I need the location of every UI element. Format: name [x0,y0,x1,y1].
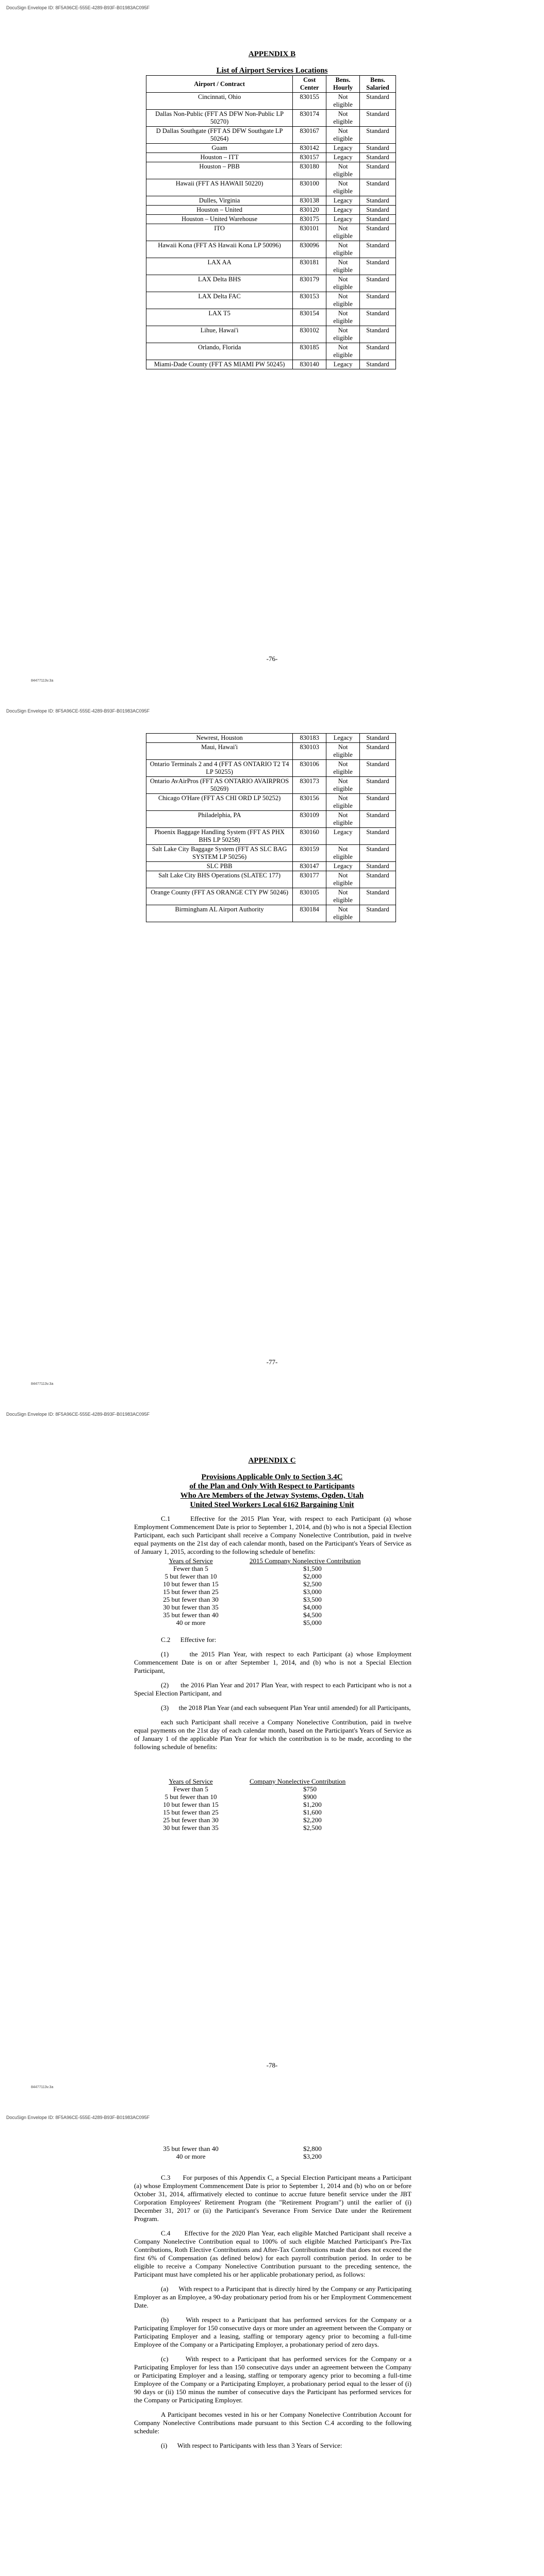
schedule-row [153,1619,361,1626]
table-cell: SLC PBB [146,862,293,871]
table-cell: Legacy [326,153,360,162]
table-row [146,144,396,153]
c2-item-2: (2) the 2016 Plan Year and 2017 Plan Year, with respect to each Participant who is not a Special Election Participant, and [134,1681,411,1697]
table-cell: Maui, Hawai'i [146,743,293,760]
table-cell: 830102 [293,326,326,343]
table-row [146,326,396,343]
c1-paragraph: C.1 Effective for the 2015 Plan Year, with respect to each Participant (a) whose Employment Commencement Date is prior to September 1, 2014, and (b) who is not a Special Election Participant, each such Participant shall receive a Company Nonelective Contribution, paid in twelve equal payments on the 21st day of each calendar month, based on the Participant's Years of Service as of January 1, 2015, according to the following schedule of benefits: [134,1515,411,1555]
page-76 [0,0,544,703]
table-row [146,241,396,258]
table-row [146,309,396,326]
schedule-years: Fewer than 5 [173,1785,208,1793]
table-cell: Standard [360,360,396,369]
table-cell: Not eligible [326,888,360,905]
schedule-years: 5 but fewer than 10 [164,1793,217,1801]
table-cell: Standard [360,93,396,110]
table-cell: Standard [360,258,396,275]
table-row [146,153,396,162]
table-row [146,110,396,127]
schedule-row [153,1824,345,1832]
heading-line: of the Plan and Only With Respect to Participants [189,1482,355,1490]
table-cell: Standard [360,127,396,144]
table-row [146,794,396,811]
table-cell: Not eligible [326,258,360,275]
table-cell: Not eligible [326,845,360,862]
table-row [146,828,396,845]
table-row [146,196,396,206]
table-cell: Orlando, Florida [146,343,293,360]
schedule-amount: $3,000 [303,1588,322,1596]
table-cell: ITO [146,224,293,241]
table-cell: Newrest, Houston [146,734,293,743]
table-row [146,743,396,760]
table-cell: Dallas Non-Public (FFT AS DFW Non-Public LP 50270) [146,110,293,127]
table-cell: 830174 [293,110,326,127]
table-cell: Standard [360,777,396,794]
table-cell: Standard [360,905,396,922]
table-cell: 830154 [293,309,326,326]
schedule-amount: $1,500 [303,1565,322,1572]
table-cell: Standard [360,153,396,162]
page-number: -76- [266,655,278,663]
table-cell: Houston – United Warehouse [146,215,293,224]
table-row [146,215,396,224]
table-cell: 830180 [293,162,326,179]
table-cell: Birmingham AL Airport Authority [146,905,293,922]
schedule-years: 25 but fewer than 30 [163,1816,219,1824]
table-row [146,888,396,905]
table-cell: Orange County (FFT AS ORANGE CTY PW 50246) [146,888,293,905]
table-cell: Cincinnati, Ohio [146,93,293,110]
schedule-amount: $2,500 [303,1824,322,1832]
schedule-row [153,2153,322,2160]
table-cell: Standard [360,862,396,871]
heading-line: Provisions Applicable Only to Section 3.4C [201,1473,343,1481]
table-cell: LAX Delta BHS [146,275,293,292]
table-cell: 830183 [293,734,326,743]
table-cell: Not eligible [326,292,360,309]
table-cell: Not eligible [326,760,360,777]
table-cell: Standard [360,309,396,326]
column-header: Bens. Hourly [326,76,360,93]
table-cell: 830106 [293,760,326,777]
table-row [146,275,396,292]
schedule-amount: $5,000 [303,1619,322,1626]
table-cell: Standard [360,179,396,196]
table-cell: Standard [360,110,396,127]
table-cell: Not eligible [326,343,360,360]
schedule-row [153,1565,361,1572]
table-cell: Not eligible [326,871,360,888]
table-cell: Standard [360,196,396,206]
table-row [146,760,396,777]
table-cell: Phoenix Baggage Handling System (FFT AS PHX BHS LP 50258) [146,828,293,845]
table-cell: Dulles, Virginia [146,196,293,206]
table-cell: Not eligible [326,777,360,794]
schedule-header: Years of Service [169,1557,213,1565]
schedule-amount: $2,500 [303,1580,322,1588]
table-row [146,862,396,871]
table-cell: 830138 [293,196,326,206]
sections-c3-c4 [134,2174,411,2454]
schedule-amount: $900 [303,1793,317,1801]
schedule-row [153,1801,345,1808]
schedule-years: 35 but fewer than 40 [163,2145,219,2153]
table-cell: Standard [360,144,396,153]
column-header: Airport / Contract [146,76,293,93]
envelope-id: DocuSign Envelope ID: 8F5A96CE-555E-4289-B93F-B01983AC095F [6,2115,150,2120]
schedule-amount: $750 [303,1785,317,1793]
table-row [146,811,396,828]
schedule-amount: $4,000 [303,1603,322,1611]
section-c1 [134,1515,411,1560]
table-cell: 830173 [293,777,326,794]
column-header: Cost Center [293,76,326,93]
schedule-years: 10 but fewer than 15 [163,1580,219,1588]
table-cell: Standard [360,734,396,743]
table-cell: 830175 [293,215,326,224]
table-cell: 830184 [293,905,326,922]
schedule-2015 [153,1557,361,1626]
table-cell: Standard [360,215,396,224]
table-row [146,845,396,862]
table-cell: Legacy [326,734,360,743]
schedule-header: Company Nonelective Contribution [250,1777,346,1785]
schedule-amount: $2,800 [303,2145,322,2153]
schedule-amount: $2,000 [303,1572,322,1580]
c2-paragraph: C.2 Effective for: [161,1636,217,1643]
schedule-row [153,1793,345,1801]
table-cell: 830103 [293,743,326,760]
schedule-amount: $4,500 [303,1611,322,1619]
table-cell: Not eligible [326,326,360,343]
table-cell: Ontario Terminals 2 and 4 (FFT AS ONTARIO T2 T4 LP 50255) [146,760,293,777]
schedule-amount: $1,600 [303,1808,322,1816]
table-cell: LAX AA [146,258,293,275]
table-cell: Standard [360,343,396,360]
c4-paragraph: C.4 Effective for the 2020 Plan Year, each eligible Matched Participant shall receive a Company Nonelective Contribution equal to 100% of such eligible Matched Participant's Pre-Tax Contributions, Roth Elective Contributions and After-Tax Contributions made that does not exceed the first 6% of Compensation (as defined below) for each payroll contribution period. In order to be eligible to receive a Company Nonelective Contribution pursuant to the preceding sentence, the Participant must have completed his or her applicable probationary period, as follows: [134,2229,411,2278]
appendix-b-title: APPENDIX B [248,50,296,58]
table-cell: Standard [360,794,396,811]
table-row [146,734,396,743]
schedule-years: 30 but fewer than 35 [163,1603,219,1611]
table-cell: Legacy [326,360,360,369]
table-cell: 830156 [293,794,326,811]
table-cell: 830096 [293,241,326,258]
table-cell: Chicago O'Hare (FFT AS CHI ORD LP 50252) [146,794,293,811]
table-row [146,127,396,144]
table-cell: Houston – ITT [146,153,293,162]
airport-table-continued [146,733,396,922]
table-cell: 830160 [293,828,326,845]
table-cell: 830181 [293,258,326,275]
table-cell: 830179 [293,275,326,292]
schedule-amount: $3,200 [303,2153,322,2160]
c4-item-i: (i) With respect to Participants with less than 3 Years of Service: [161,2442,342,2449]
table-cell: Not eligible [326,309,360,326]
table-cell: Guam [146,144,293,153]
table-cell: Philadelphia, PA [146,811,293,828]
schedule-row [153,1808,345,1816]
table-cell: Not eligible [326,241,360,258]
envelope-id: DocuSign Envelope ID: 8F5A96CE-555E-4289-B93F-B01983AC095F [6,1412,150,1417]
table-cell: 830177 [293,871,326,888]
schedule-row [153,1580,361,1588]
section-c2 [134,1636,411,1755]
c4-item-a: (a) With respect to a Participant that is directly hired by the Company or any Participating Employer as an Employee, a 90-day probationary period from his or her Employment Commencement Date. [134,2285,411,2309]
table-cell: 830140 [293,360,326,369]
table-cell: Not eligible [326,162,360,179]
table-cell: Standard [360,275,396,292]
table-row [146,224,396,241]
c4-vesting: A Participant becomes vested in his or her Company Nonelective Contribution Account for Company Nonelective Contributions made pursuant to this Section C.4 according to the following schedule: [134,2411,411,2435]
table-cell: Standard [360,811,396,828]
schedule-row [153,1588,361,1596]
table-row [146,871,396,888]
schedule-years: 5 but fewer than 10 [164,1572,217,1580]
schedule-amount: $1,200 [303,1801,322,1808]
schedule-amount: $2,200 [303,1816,322,1824]
schedule-amount: $3,500 [303,1596,322,1603]
table-row [146,905,396,922]
table-cell: 830109 [293,811,326,828]
table-cell: Legacy [326,215,360,224]
page-number: -77- [266,1358,278,1366]
table-cell: Houston – United [146,206,293,215]
appendix-c-title: APPENDIX C [248,1456,296,1465]
footer-id: 84477113v.3a [31,1382,54,1386]
table-row [146,206,396,215]
page-77 [0,703,544,1406]
schedule-years: Fewer than 5 [173,1565,208,1572]
table-cell: Salt Lake City BHS Operations (SLATEC 177) [146,871,293,888]
table-cell: 830142 [293,144,326,153]
table-cell: Houston – PBB [146,162,293,179]
table-cell: Standard [360,845,396,862]
schedule-row [153,1596,361,1603]
c4-item-c: (c) With respect to a Participant that has performed services for the Company or a Participating Employer for less than 150 consecutive days under an agreement between the Company or Participating Employer and a leasing, staffing or temporary agency prior to becoming a full-time Employee of the Company or a Participating Employer, a probationary period equal to the lesser of (i) 90 days or (ii) 150 minus the number of consecutive days the Participant has performed services for the Company or Participating Employer. [134,2355,411,2404]
table-cell: Standard [360,206,396,215]
footer-id: 84477113v.3a [31,2086,54,2089]
table-cell: Legacy [326,206,360,215]
table-row [146,777,396,794]
page-79 [0,2110,544,2576]
table-cell: Ontario AvAirPros (FFT AS ONTARIO AVAIRPROS 50269) [146,777,293,794]
table-cell: Hawaii (FFT AS HAWAII 50220) [146,179,293,196]
envelope-id: DocuSign Envelope ID: 8F5A96CE-555E-4289-B93F-B01983AC095F [6,708,150,714]
table-cell: Standard [360,871,396,888]
table-cell: Standard [360,326,396,343]
table-cell: Miami-Dade County (FFT AS MIAMI PW 50245) [146,360,293,369]
envelope-id: DocuSign Envelope ID: 8F5A96CE-555E-4289-B93F-B01983AC095F [6,5,150,10]
schedule-years: 40 or more [176,1619,206,1626]
table-cell: Not eligible [326,743,360,760]
schedule-years: 30 but fewer than 35 [163,1824,219,1832]
schedule-years: 15 but fewer than 25 [163,1588,219,1596]
c4-item-b: (b) With respect to a Participant that has performed services for the Company or a Participating Employer for 150 consecutive days or more under an agreement between the Company or Participating Employer and a leasing, staffing or temporary agency prior to becoming a full-time Employee of the Company or a Participating Employer, a probationary period of zero days. [134,2316,411,2348]
table-cell: Standard [360,760,396,777]
schedule-years: 40 or more [176,2153,206,2160]
heading-line: Who Are Members of the Jetway Systems, Ogden, Utah [180,1492,364,1500]
table-cell: LAX T5 [146,309,293,326]
table-cell: Not eligible [326,811,360,828]
table-cell: Not eligible [326,905,360,922]
table-cell: 830153 [293,292,326,309]
table-cell: 830167 [293,127,326,144]
table-cell: Standard [360,888,396,905]
schedule-header: 2015 Company Nonelective Contribution [250,1557,361,1565]
schedule-row [153,1572,361,1580]
schedule-row [153,1611,361,1619]
table-cell: Standard [360,224,396,241]
table-row [146,162,396,179]
table-row [146,360,396,369]
table-cell: Not eligible [326,93,360,110]
table-cell: Standard [360,292,396,309]
table-row [146,179,396,196]
appendix-b-subtitle: List of Airport Services Locations [216,66,328,75]
schedule-row [153,1816,345,1824]
table-cell: 830105 [293,888,326,905]
table-cell: 830159 [293,845,326,862]
table-row [146,343,396,360]
table-cell: Lihue, Hawai'i [146,326,293,343]
schedule-row [153,1785,345,1793]
table-cell: Not eligible [326,110,360,127]
schedule-continued [153,2145,322,2160]
schedule-years: 35 but fewer than 40 [163,1611,219,1619]
c3-paragraph: C.3 For purposes of this Appendix C, a Special Election Participant means a Participant (a) whose Employment Commencement Date is prior to September 1, 2014 and (b) who on or before October 31, 2014, affirmatively elected to continue to accrue future benefit service under the JBT Corporation Employees' Retirement Program (the "Retirement Program") until the earlier of (i) December 31, 2017 or (ii) the Participant's Severance From Service Date under the Retirement Program. [134,2174,411,2223]
table-cell: 830120 [293,206,326,215]
airport-table [146,75,396,369]
table-cell: Standard [360,828,396,845]
table-cell: Standard [360,241,396,258]
table-cell: Not eligible [326,275,360,292]
table-cell: 830185 [293,343,326,360]
table-cell: Legacy [326,196,360,206]
table-cell: D Dallas Southgate (FFT AS DFW Southgate LP 50264) [146,127,293,144]
table-cell: Legacy [326,144,360,153]
table-cell: 830147 [293,862,326,871]
table-cell: Not eligible [326,794,360,811]
c2-body: each such Participant shall receive a Company Nonelective Contribution, paid in twelve equal payments on the 21st day of each calendar month, based on the Participant's Years of Service as of January 1 of the applicable Plan Year for which the contribution is to be made, according to the following schedule of benefits: [134,1718,411,1751]
table-cell: 830100 [293,179,326,196]
table-cell: Not eligible [326,179,360,196]
table-cell: Legacy [326,862,360,871]
schedule-row [153,1603,361,1611]
table-cell: Salt Lake City Baggage System (FFT AS SLC BAG SYSTEM LP 50256) [146,845,293,862]
schedule-subsequent [153,1777,345,1832]
table-cell: 830101 [293,224,326,241]
page-78 [0,1406,544,2110]
schedule-header: Years of Service [169,1777,213,1785]
table-cell: Legacy [326,828,360,845]
table-cell: Not eligible [326,224,360,241]
column-header: Bens. Salaried [360,76,396,93]
table-cell: Not eligible [326,127,360,144]
c2-item-1: (1) the 2015 Plan Year, with respect to each Participant (a) whose Employment Commencement Date is on or after September 1, 2014, and (b) who is not a Special Election Participant, [134,1650,411,1674]
schedule-years: 15 but fewer than 25 [163,1808,219,1816]
table-cell: 830155 [293,93,326,110]
schedule-years: 10 but fewer than 15 [163,1801,219,1808]
heading-line: United Steel Workers Local 6162 Bargaining Unit [190,1501,354,1509]
table-cell: Standard [360,743,396,760]
footer-id: 84477113v.3a [31,679,54,683]
table-cell: Hawaii Kona (FFT AS Hawaii Kona LP 50096) [146,241,293,258]
table-cell: 830157 [293,153,326,162]
c2-item-3: (3) the 2018 Plan Year (and each subsequent Plan Year until amended) for all Participants, [161,1704,411,1711]
page-number: -78- [266,2061,278,2069]
schedule-years: 25 but fewer than 30 [163,1596,219,1603]
schedule-row [153,2145,322,2153]
table-cell: LAX Delta FAC [146,292,293,309]
appendix-c-heading [0,1472,544,1510]
table-row [146,93,396,110]
table-cell: Standard [360,162,396,179]
table-row [146,292,396,309]
table-row [146,258,396,275]
